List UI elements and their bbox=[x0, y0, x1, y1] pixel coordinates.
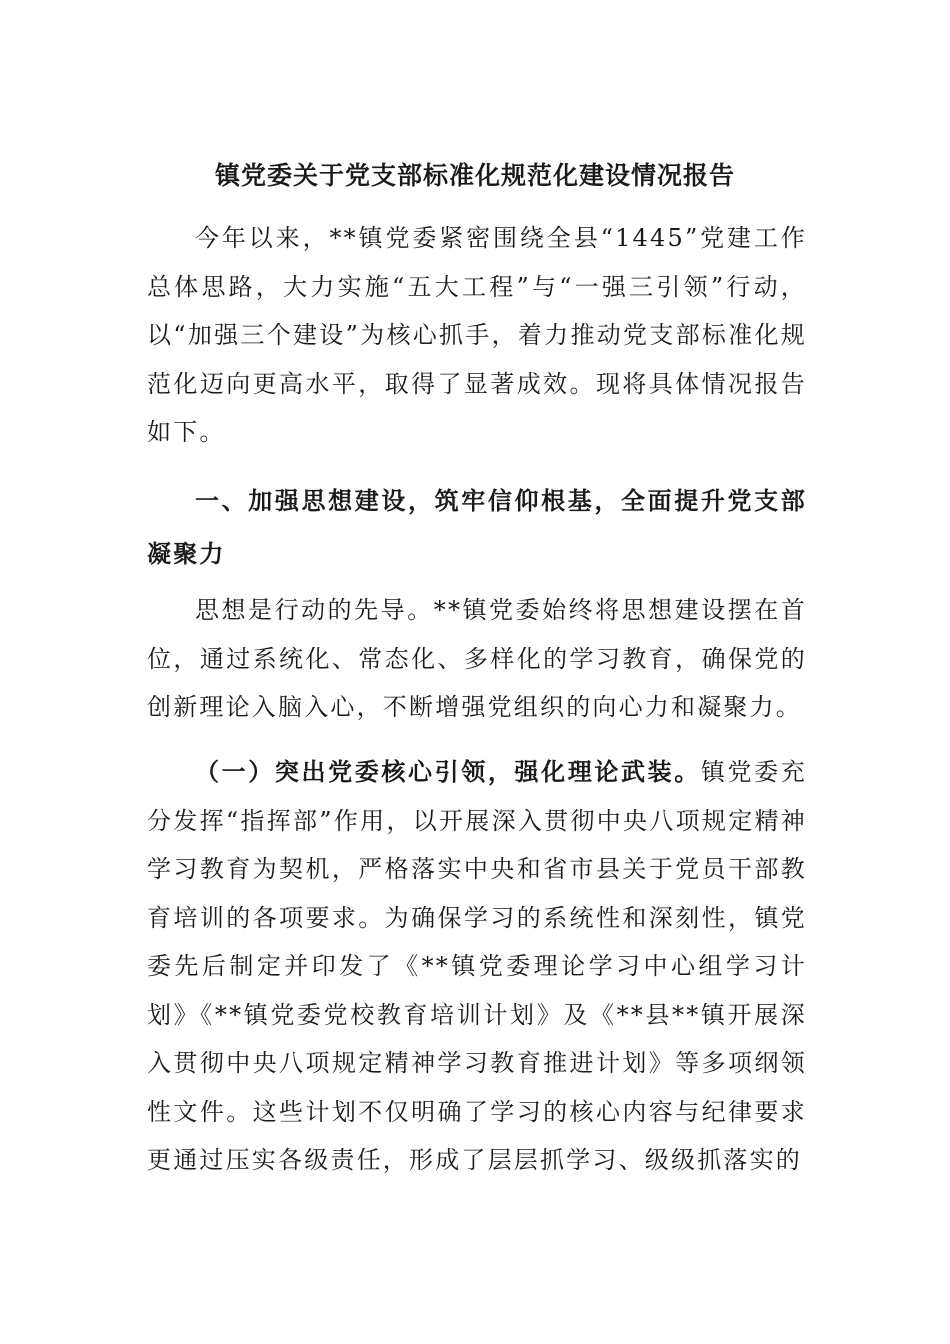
intro-paragraph: 今年以来，**镇党委紧密围绕全县“1445”党建工作总体思路，大力实施“五大工程”与“一强三引领”行动，以“加强三个建设”为核心抓手，着力推动党支部标准化规范化迈向更高水平，取得了显著成效。现将具体情况报告如下。 bbox=[147, 224, 807, 446]
subsection-1-paragraph bbox=[147, 748, 807, 1185]
section-1-intro-paragraph: 思想是行动的先导。**镇党委始终将思想建设摆在首位，通过系统化、常态化、多样化的学习教育，确保党的创新理论入脑入心，不断增强党组织的向心力和凝聚力。 bbox=[147, 596, 807, 721]
section-1-heading: 一、加强思想建设，筑牢信仰根基，全面提升党支部凝聚力 bbox=[147, 486, 807, 568]
document-title: 镇党委关于党支部标准化规范化建设情况报告 bbox=[214, 161, 735, 190]
subsection-1-lead: （一）突出党委核心引领，强化理论武装。 bbox=[195, 757, 701, 786]
subsection-1-body: 镇党委充分发挥“指挥部”作用，以开展深入贯彻中央八项规定精神学习教育为契机，严格落实中央和省市县关于党员干部教育培训的各项要求。为确保学习的系统性和深刻性，镇党委先后制定并印发了《**镇党委理论学习中心组学习计划》《**镇党委党校教育培训计划》及《**县**镇开展深入贯彻中央八项规定精神学习教育推进计划》等多项纲领性文件。这些计划不仅明确了学习的核心内容与纪律要求更通过压实各级责任，形成了层层抓学习、级级抓落实的 bbox=[147, 758, 807, 1174]
